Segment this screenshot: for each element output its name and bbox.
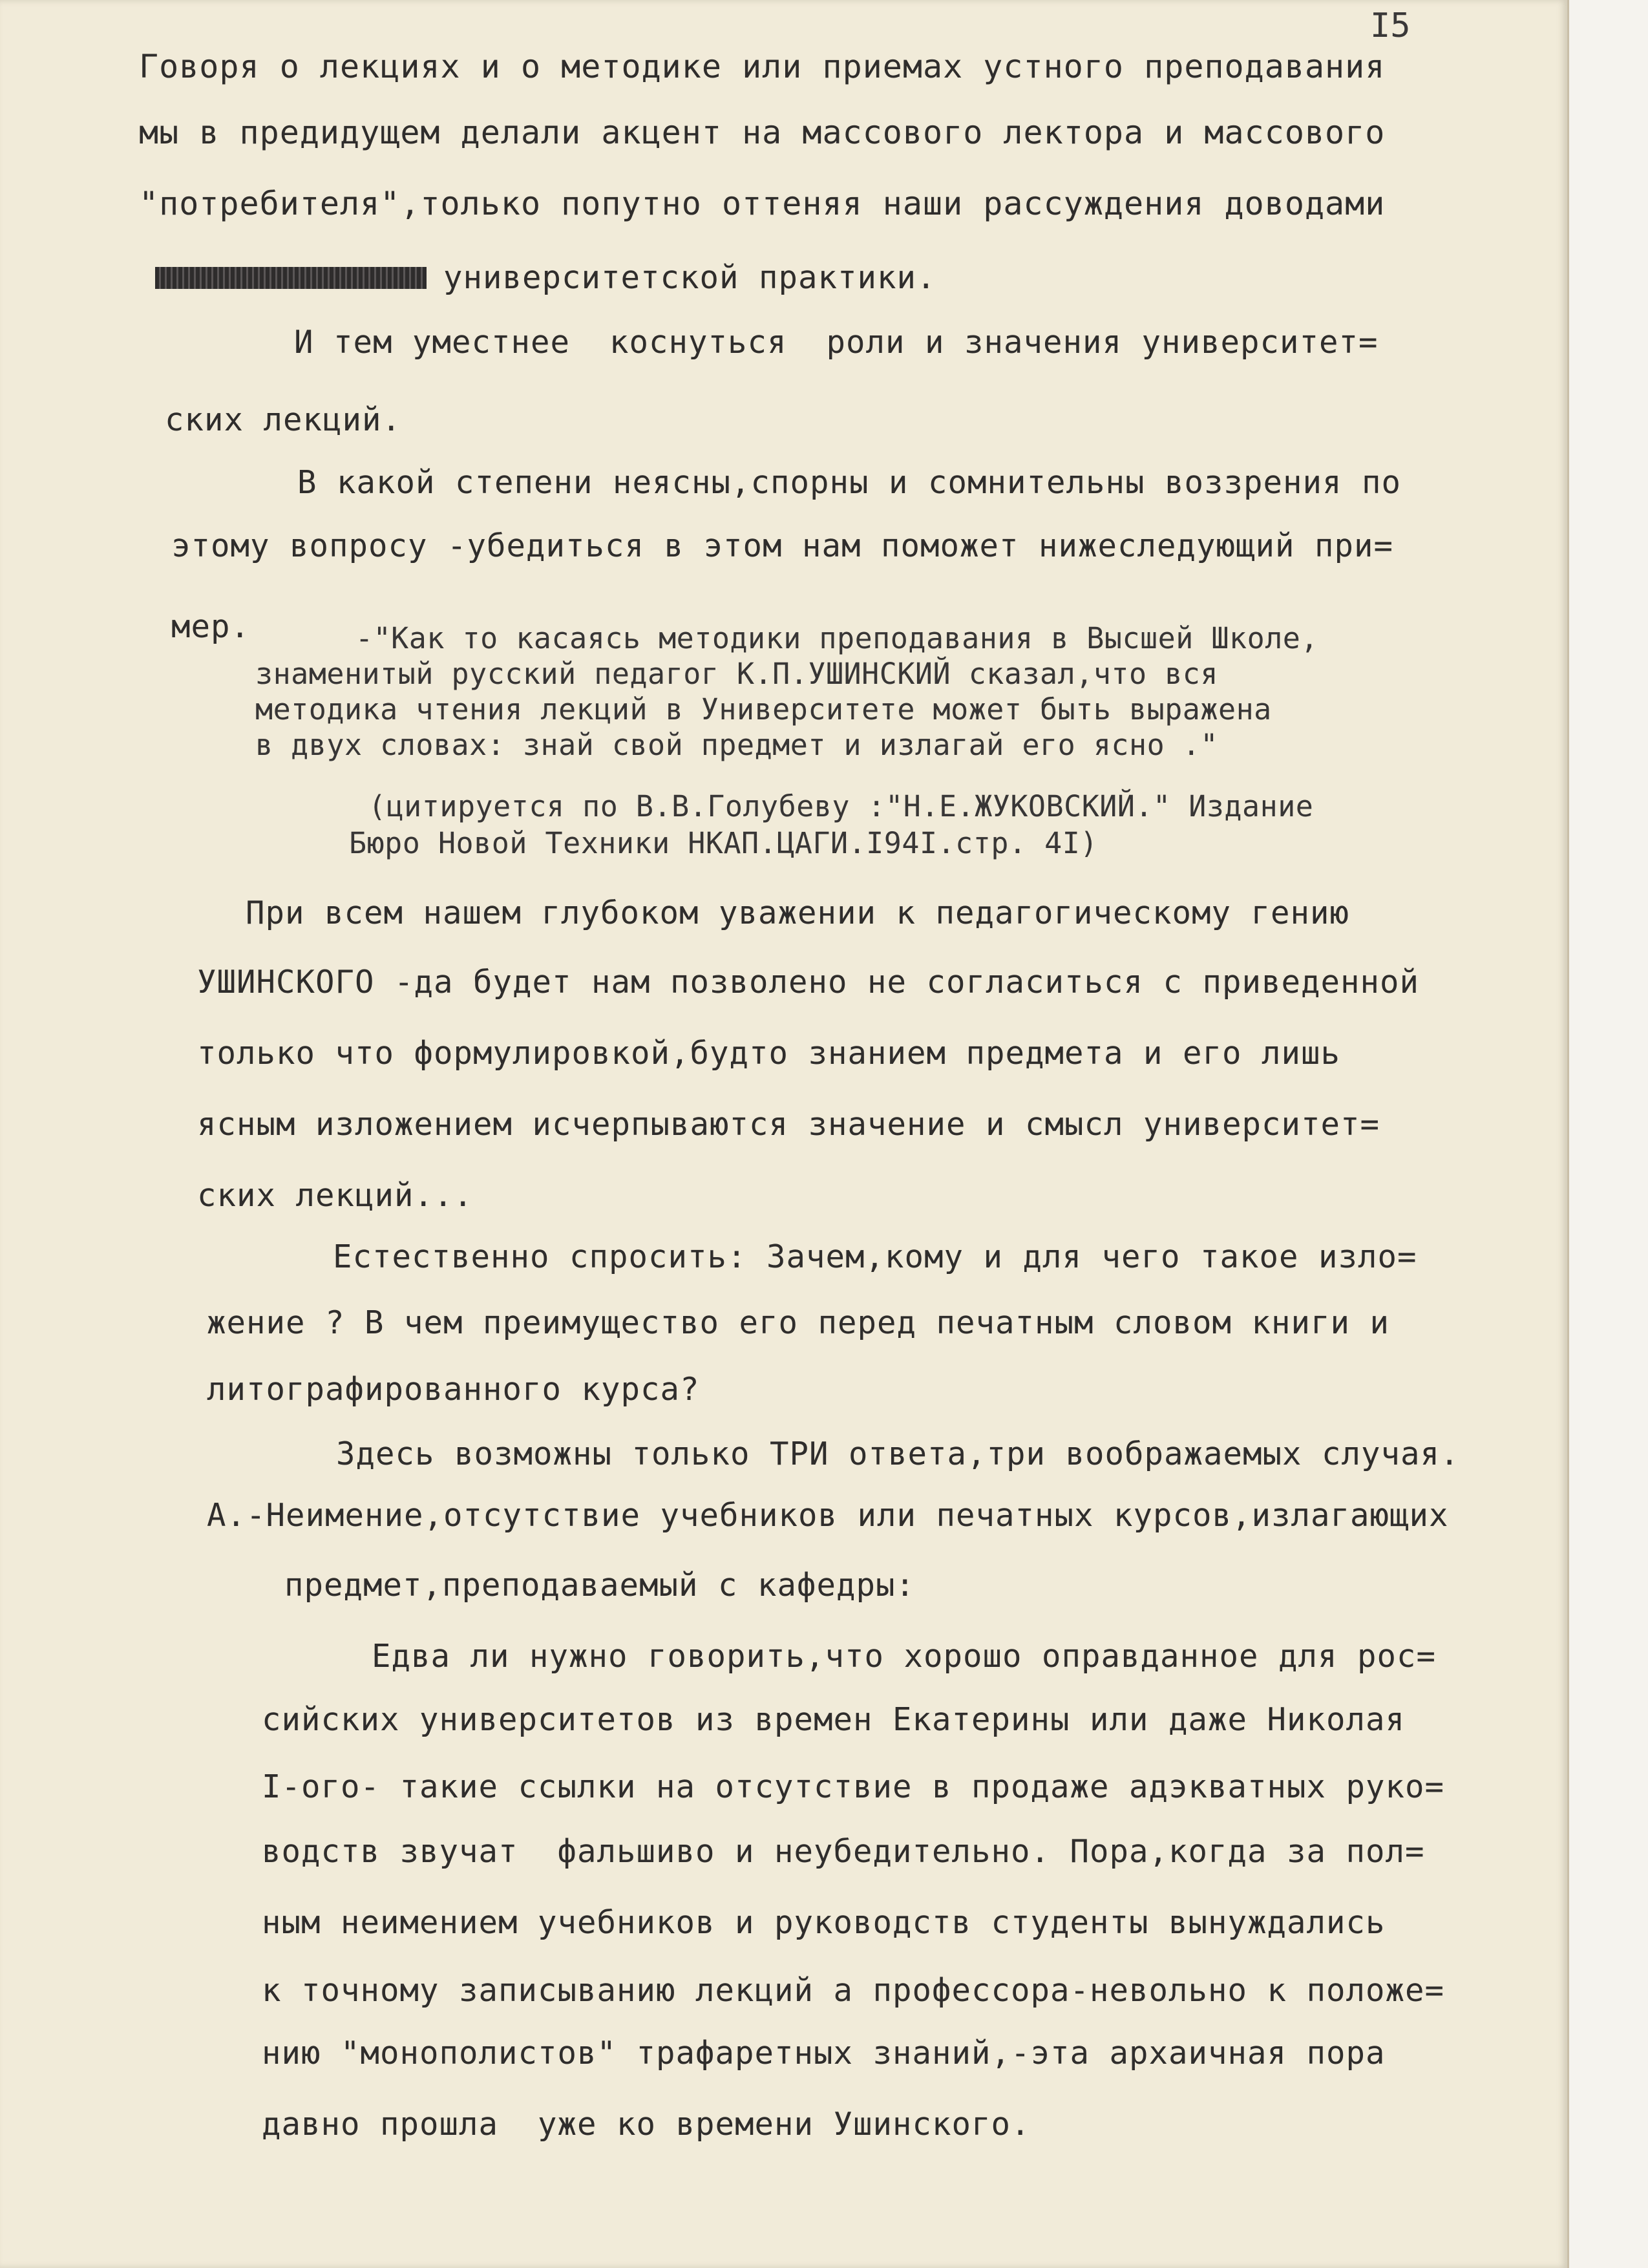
text-line: Естественно спросить: Зачем,кому и для чего такое изло= xyxy=(333,1238,1417,1275)
text-line: I-ого- такие ссылки на отсутствие в продаже адэкватных руко= xyxy=(262,1768,1445,1805)
text-line: "потребителя",только попутно оттеняя наши рассуждения доводами xyxy=(139,185,1386,222)
text-line: университетской практики. xyxy=(443,259,936,296)
text-line: ным неимением учебников и руководств студенты вынуждались xyxy=(262,1904,1386,1941)
text-line: водств звучат фальшиво и неубедительно. Пора,когда за пол= xyxy=(262,1833,1425,1870)
text-line: к точному записыванию лекций а профессора-невольно к положе= xyxy=(262,1972,1445,2009)
text-line: жение ? В чем преимущество его перед печатным словом книги и xyxy=(207,1304,1390,1341)
text-line: сийских университетов из времен Екатерины или даже Николая xyxy=(262,1701,1406,1738)
text-line: Едва ли нужно говорить,что хорошо оправданное для рос= xyxy=(372,1638,1437,1675)
scan-background xyxy=(1567,0,1648,2268)
quote-line: в двух словах: знай свой предмет и излагай его ясно ." xyxy=(255,728,1218,762)
text-line: только что формулировкой,будто знанием предмета и его лишь xyxy=(197,1035,1341,1072)
struck-line xyxy=(155,259,936,296)
text-line: И тем уместнее коснуться роли и значения университет= xyxy=(294,324,1379,361)
citation-line: (цитируется по В.В.Голубеву :"Н.Е.ЖУКОВСКИЙ." Издание xyxy=(368,789,1314,823)
text-line: При всем нашем глубоком уважении к педагогическому гению xyxy=(246,895,1350,931)
text-line: ских лекций... xyxy=(197,1177,474,1214)
text-line: этому вопросу -убедиться в этом нам поможет нижеследующий при= xyxy=(171,527,1394,564)
struck-out-text xyxy=(155,267,427,289)
text-line: давно прошла уже ко времени Ушинского. xyxy=(262,2106,1031,2143)
text-line: УШИНСКОГО -да будет нам позволено не согласиться с приведенной xyxy=(197,964,1420,1001)
text-line: мы в предидущем делали акцент на массового лектора и массового xyxy=(139,114,1386,151)
text-line: В какой степени неясны,спорны и сомнительны воззрения по xyxy=(297,464,1402,501)
text-line: предмет,преподаваемый с кафедры: xyxy=(284,1567,916,1604)
text-line: ясным изложением исчерпываются значение и смысл университет= xyxy=(197,1106,1380,1143)
text-line: А.-Неимение,отсутствие учебников или печатных курсов,излагающих xyxy=(207,1497,1449,1534)
quote-line: -"Как то касаясь методики преподавания в Высшей Школе, xyxy=(355,621,1318,655)
text-line: Здесь возможны только ТРИ ответа,три воображаемых случая. xyxy=(336,1436,1460,1472)
quote-line: знаменитый русский педагог К.П.УШИНСКИЙ сказал,что вся xyxy=(255,657,1218,691)
text-line: Говоря о лекциях и о методике или приемах устного преподавания xyxy=(139,48,1386,85)
text-line: мер. xyxy=(171,608,251,645)
citation-line: Бюро Новой Техники НКАП.ЦАГИ.I94I.стр. 4I) xyxy=(349,826,1098,860)
page-number: I5 xyxy=(1370,6,1411,45)
quote-line: методика чтения лекций в Университете может быть выражена xyxy=(255,692,1272,726)
text-line: литографированного курса? xyxy=(207,1371,700,1408)
text-line: нию "монополистов" трафаретных знаний,-эта архаичная пора xyxy=(262,2035,1386,2072)
text-line: ских лекций. xyxy=(165,401,402,438)
